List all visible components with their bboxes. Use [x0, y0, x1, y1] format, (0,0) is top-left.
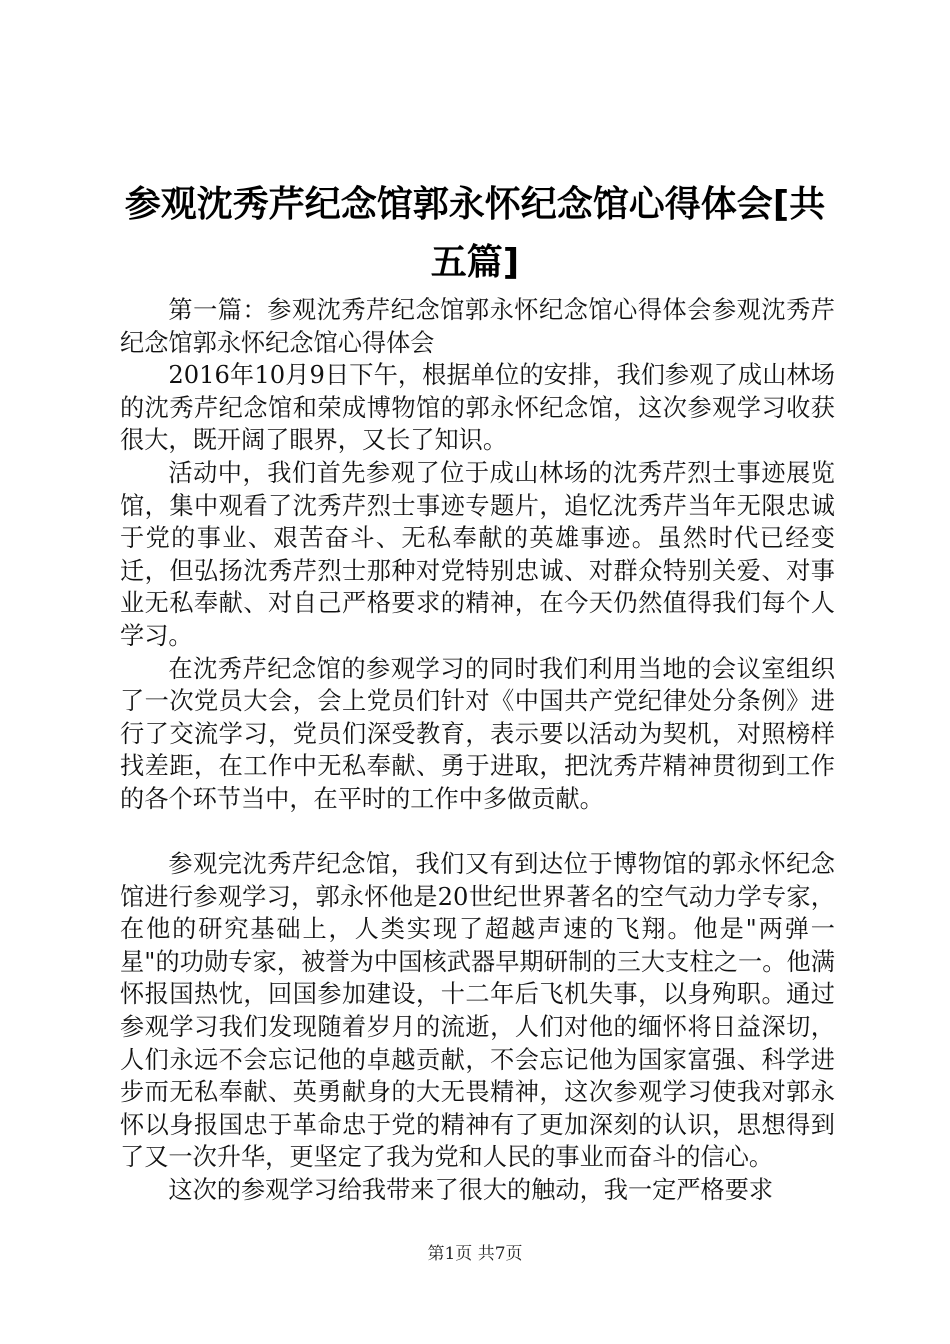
paragraph-5: 参观完沈秀芹纪念馆，我们又有到达位于博物馆的郭永怀纪念馆进行参观学习，郭永怀他是20世纪世界著名的空气动力学专家，在他的研究基础上，人类实现了超越声速的飞翔。他是"两弹一星"的功勋专家，被誉为中国核武器早期研制的三大支柱之一。他满怀报国热忱，回国参加建设，十二年后飞机失事，以身殉职。通过参观学习我们发现随着岁月的流逝，人们对他的缅怀将日益深切，人们永远不会忘记他的卓越贡献，不会忘记他为国家富强、科学进步而无私奉献、英勇献身的大无畏精神，这次参观学习使我对郭永怀以身报国忠于革命忠于党的精神有了更加深刻的认识，思想得到了又一次升华，更坚定了我为党和人民的事业而奋斗的信心。: [120, 850, 835, 1172]
page-number-footer: 第1页 共7页: [427, 1244, 523, 1264]
paragraph-2: 2016年10月9日下午，根据单位的安排，我们参观了成山林场的沈秀芹纪念馆和荣成博物馆的郭永怀纪念馆，这次参观学习收获很大，既开阔了眼界，又长了知识。: [120, 361, 835, 455]
document-body: [120, 294, 835, 1207]
paragraph-6: 这次的参观学习给我带来了很大的触动，我一定严格要求: [168, 1176, 774, 1205]
paragraph-3: 活动中，我们首先参观了位于成山林场的沈秀芹烈士事迹展览馆，集中观看了沈秀芹烈士事迹专题片，追忆沈秀芹当年无限忠诚于党的事业、艰苦奋斗、无私奉献的英雄事迹。虽然时代已经变迁，但弘扬沈秀芹烈士那种对党特别忠诚、对群众特别关爱、对事业无私奉献、对自己严格要求的精神，在今天仍然值得我们每个人学习。: [120, 458, 835, 650]
paragraph-1: 第一篇：参观沈秀芹纪念馆郭永怀纪念馆心得体会参观沈秀芹纪念馆郭永怀纪念馆心得体会: [120, 296, 835, 357]
paragraph-4: 在沈秀芹纪念馆的参观学习的同时我们利用当地的会议室组织了一次党员大会，会上党员们针对《中国共产党纪律处分条例》进行了交流学习，党员们深受教育，表示要以活动为契机，对照榜样找差距，在工作中无私奉献、勇于进取，把沈秀芹精神贯彻到工作的各个环节当中，在平时的工作中多做贡献。: [120, 654, 835, 813]
document-title: 参观沈秀芹纪念馆郭永怀纪念馆心得体会[共五篇]: [124, 184, 826, 283]
